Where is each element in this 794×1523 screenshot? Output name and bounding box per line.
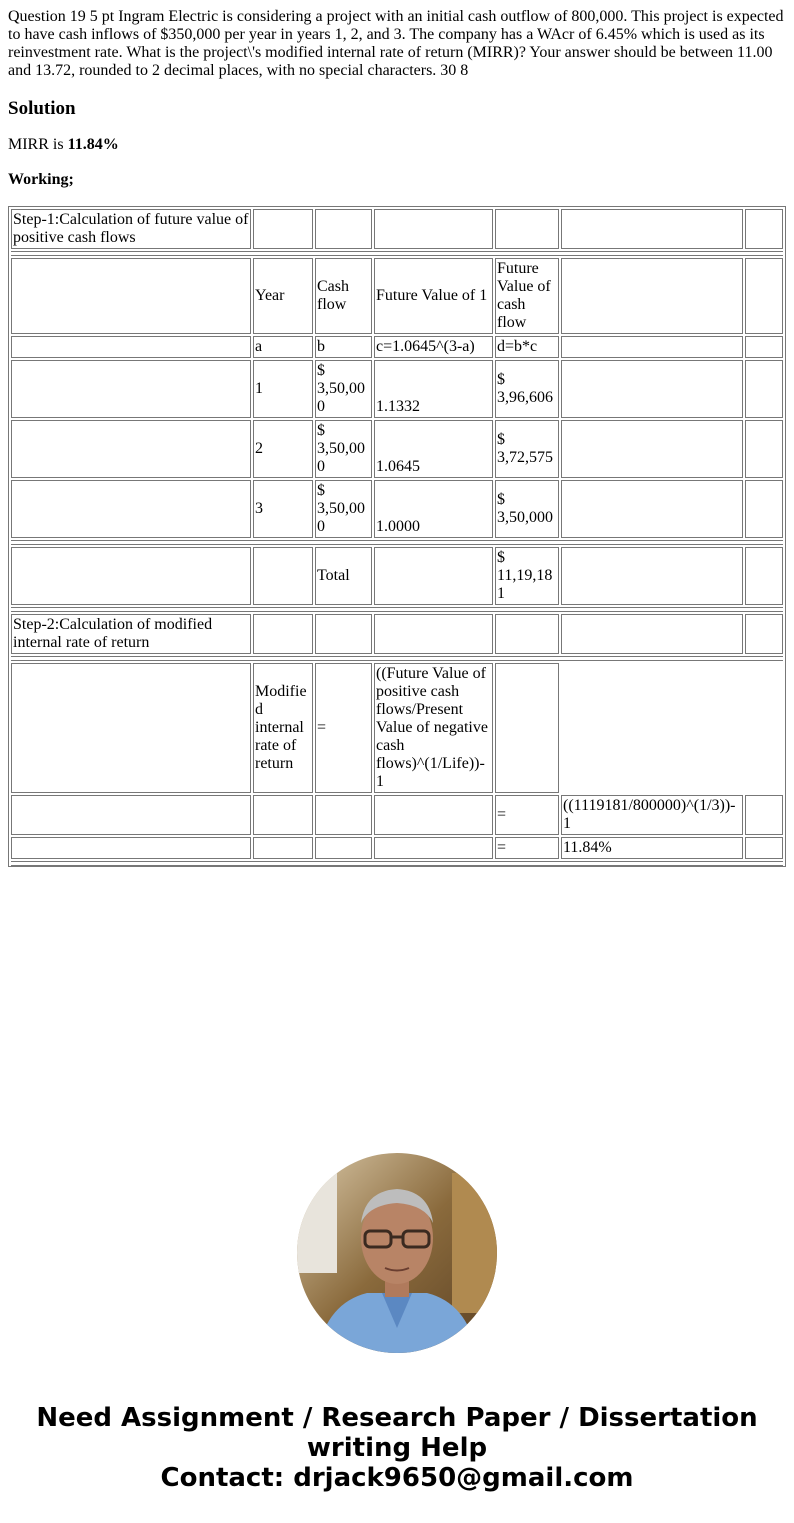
portrait-image (297, 1153, 497, 1353)
step2-title: Step-2:Calculation of modified internal rate of return (11, 614, 251, 654)
formula-b: b (315, 336, 372, 358)
answer-line (8, 136, 786, 154)
table-cell (374, 547, 493, 605)
table-cell (745, 336, 783, 358)
total-row (11, 547, 783, 605)
table-cell (253, 547, 313, 605)
answer-prefix: MIRR is (8, 136, 68, 153)
empty-cell (745, 663, 783, 793)
table-cell (315, 837, 372, 859)
answer-value: 11.84% (67, 136, 119, 153)
year-cell: 2 (253, 420, 313, 478)
table-row (11, 614, 783, 654)
table-cell (374, 795, 493, 835)
table-cell (11, 663, 251, 793)
table-cell (11, 480, 251, 538)
table-cell (561, 614, 743, 654)
divider (11, 861, 783, 866)
column-header-year: Year (253, 258, 313, 334)
column-header-fv1: Future Value of 1 (374, 258, 493, 334)
solution-heading: Solution (8, 98, 76, 119)
author-photo (297, 1153, 497, 1353)
mirr-formula: ((Future Value of positive cash flows/Present Value of negative cash flows)^(1/Life))-1 (374, 663, 493, 793)
year-cell: 3 (253, 480, 313, 538)
table-cell (745, 258, 783, 334)
table-cell (561, 258, 743, 334)
formula-c: c=1.0645^(3-a) (374, 336, 493, 358)
table-cell (11, 837, 251, 859)
table-cell (11, 258, 251, 334)
table-cell (11, 420, 251, 478)
question-text: Question 19 5 pt Ingram Electric is considering a project with an initial cash outflow of 800,000. This project is expected to have cash inflows of $350,000 per year in years 1, 2, and 3. The company has a WAcr of 6.45% which is used as its reinvestment rate. What is the project\'s modified internal rate of return (MIRR)? Your answer should be between 11.00 and 13.72, rounded to 2 decimal places, with no special characters. 30 8 (8, 8, 784, 79)
table-row (11, 420, 783, 478)
table-cell (374, 209, 493, 249)
column-header-cash-flow: Cash flow (315, 258, 372, 334)
table-cell (315, 795, 372, 835)
total-label: Total (315, 547, 372, 605)
cash-flow-cell: $ 3,50,000 (315, 360, 372, 418)
table-row (11, 360, 783, 418)
cash-flow-cell: $ 3,50,000 (315, 420, 372, 478)
table-cell (745, 837, 783, 859)
footer-line-1: Need Assignment / Research Paper / Dissertation (36, 1403, 758, 1433)
table-row (11, 480, 783, 538)
result-equals: = (495, 837, 559, 859)
fvcf-cell: $ 3,96,606 (495, 360, 559, 418)
table-cell (253, 614, 313, 654)
footer-contact: Contact: drjack9650@gmail.com (160, 1463, 634, 1493)
table-cell (495, 614, 559, 654)
table-cell (561, 420, 743, 478)
fv1-cell: 1.0000 (374, 480, 493, 538)
table-cell (745, 480, 783, 538)
table-cell (495, 209, 559, 249)
table-cell (561, 547, 743, 605)
table-cell (745, 360, 783, 418)
step1-table (9, 256, 785, 540)
mirr-formula-row (11, 663, 783, 793)
fvcf-cell: $ 3,72,575 (495, 420, 559, 478)
table-cell (253, 209, 313, 249)
mirr-equals: = (315, 663, 372, 793)
table-cell (745, 614, 783, 654)
mirr-calc-row (11, 795, 783, 835)
total-table (9, 545, 785, 607)
step1-title: Step-1:Calculation of future value of positive cash flows (11, 209, 251, 249)
step2-table (9, 661, 785, 861)
calc-expression: ((1119181/800000)^(1/3))-1 (561, 795, 743, 835)
table-cell (745, 795, 783, 835)
formula-d: d=b*c (495, 336, 559, 358)
table-cell (374, 614, 493, 654)
table-header-row (11, 258, 783, 334)
fvcf-cell: $ 3,50,000 (495, 480, 559, 538)
working-label-text: Working; (8, 171, 74, 188)
table-cell (253, 837, 313, 859)
year-cell: 1 (253, 360, 313, 418)
step2-title-table (9, 612, 785, 656)
table-cell (11, 360, 251, 418)
table-cell (11, 336, 251, 358)
calc-equals: = (495, 795, 559, 835)
mirr-result-row (11, 837, 783, 859)
working-table (8, 206, 786, 867)
formula-row (11, 336, 783, 358)
working-label (8, 171, 786, 189)
table-cell (745, 547, 783, 605)
step1-title-table (9, 207, 785, 251)
table-cell (11, 795, 251, 835)
table-cell (253, 795, 313, 835)
table-cell (315, 209, 372, 249)
table-cell (745, 209, 783, 249)
formula-a: a (253, 336, 313, 358)
table-cell (561, 360, 743, 418)
total-value: $ 11,19,181 (495, 547, 559, 605)
column-header-fvcf: Future Value of cash flow (495, 258, 559, 334)
table-cell (374, 837, 493, 859)
mirr-label: Modified internal rate of return (253, 663, 313, 793)
footer-line-2: writing Help (306, 1433, 488, 1463)
table-cell (561, 336, 743, 358)
fv1-cell: 1.0645 (374, 420, 493, 478)
table-cell (561, 209, 743, 249)
table-cell (11, 547, 251, 605)
empty-cell (561, 663, 743, 793)
fv1-cell: 1.1332 (374, 360, 493, 418)
table-cell (315, 614, 372, 654)
table-row (11, 209, 783, 249)
table-cell (745, 420, 783, 478)
footer-ad (0, 1403, 794, 1493)
table-cell (495, 663, 559, 793)
result-value: 11.84% (561, 837, 743, 859)
cash-flow-cell: $ 3,50,000 (315, 480, 372, 538)
table-cell (561, 480, 743, 538)
